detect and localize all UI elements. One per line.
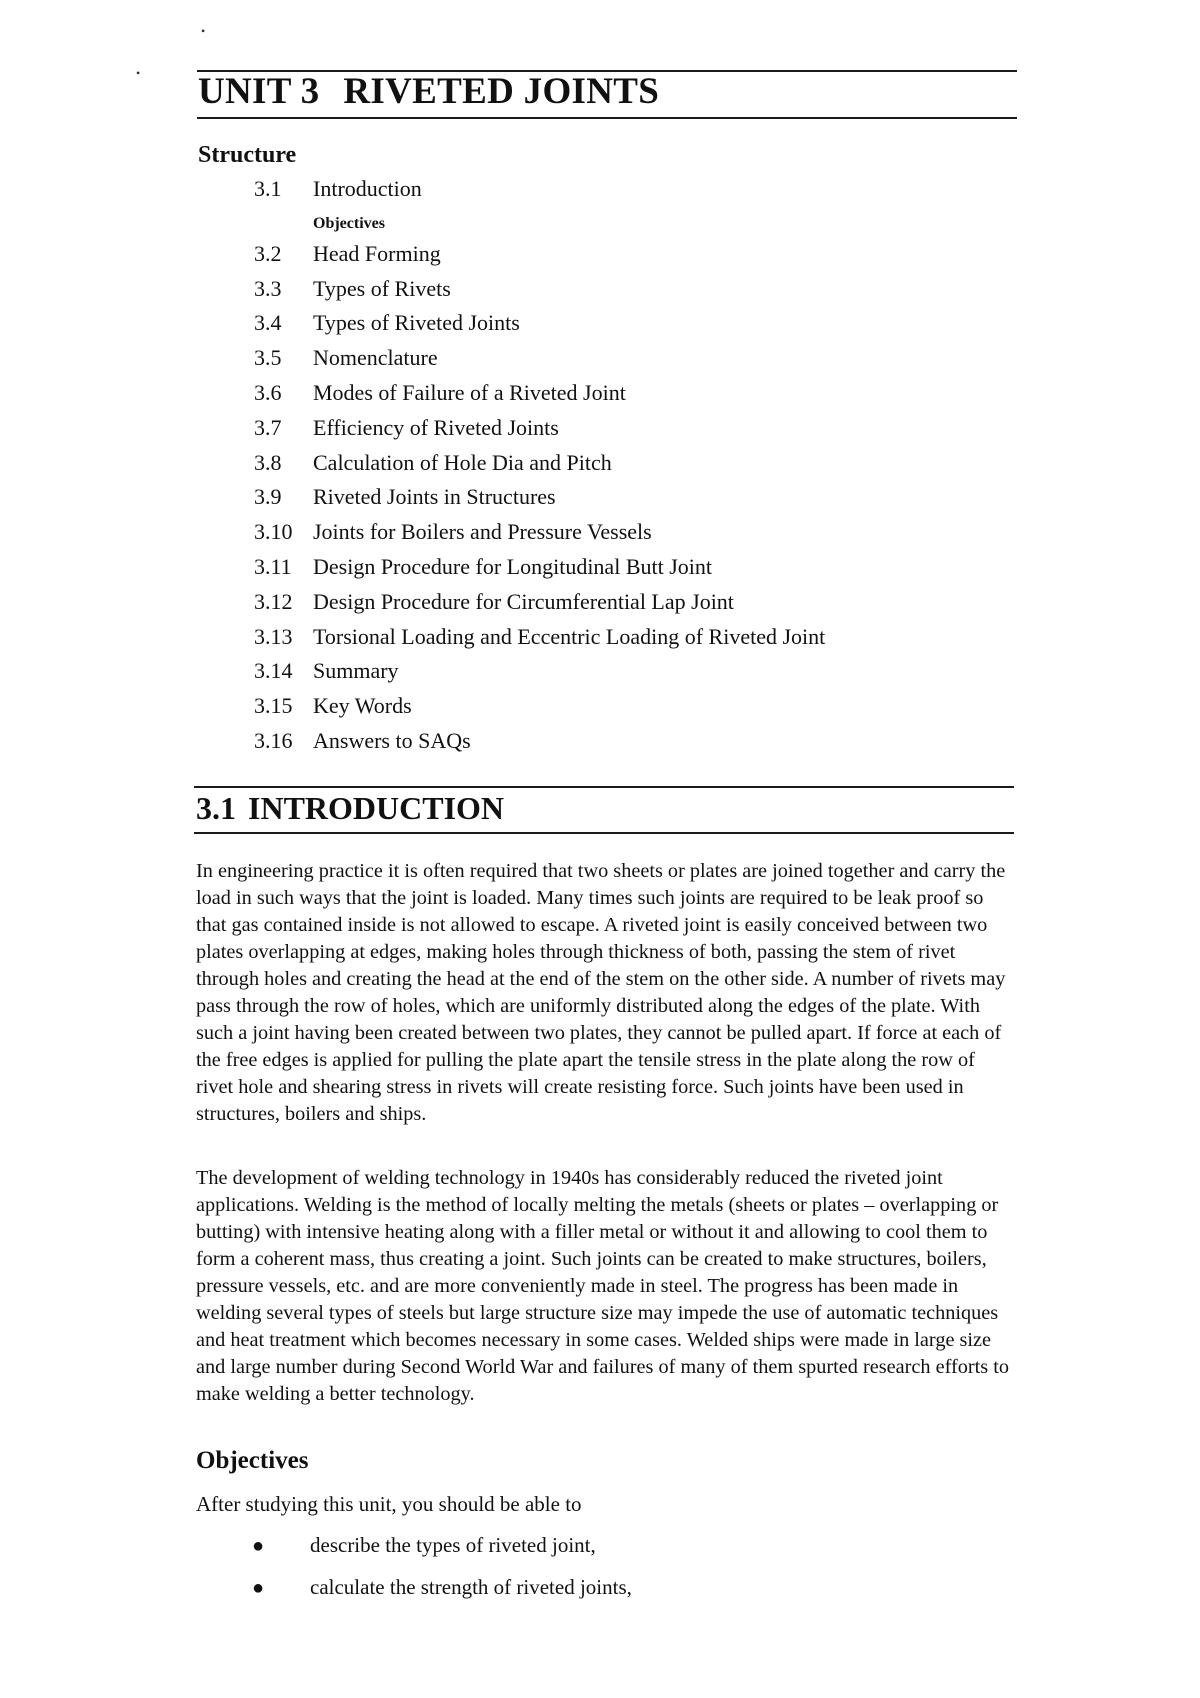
intro-paragraph: The development of welding technology in 1940s has considerably reduced the riveted joint applications. Welding is the method of locally melting the metals (sheets or plates – overlapping or butting) with intensive heating along with a filler metal or without it and allowing to cool them to form a coherent mass, thus creating a joint. Such joints can be created to make structures, boilers, pressure vessels, etc. and are more conveniently made in steel. The progress has been made in welding several types of steels but large structure size may impede the use of automatic techniques and heat treatment which becomes necessary in some cases. Welded ships were made in large size and large number during Second World War and failures of many of them spurted research efforts to make welding a better technology.	[196, 1167, 1010, 1405]
section-heading-top-rule	[194, 786, 1014, 788]
section-heading-bottom-rule	[194, 832, 1014, 834]
structure-item-label: Head Forming	[313, 240, 441, 266]
structure-item-label: Efficiency of Riveted Joints	[313, 414, 559, 440]
objectives-intro: After studying this unit, you should be able to	[196, 1492, 582, 1516]
objective-text: calculate the strength of riveted joints,	[310, 1575, 632, 1599]
structure-item-number: 3.15	[254, 693, 293, 719]
structure-item-number: 3.6	[254, 379, 282, 405]
structure-item-label: Introduction	[313, 176, 422, 201]
structure-item-number: 3.4	[254, 310, 282, 336]
structure-item-number: 3.10	[254, 519, 293, 545]
unit-number: UNIT 3	[198, 71, 320, 112]
section-heading	[196, 790, 504, 827]
structure-item-label: Riveted Joints in Structures	[313, 484, 556, 510]
structure-item-number: 3.12	[254, 588, 293, 614]
structure-item-number: 3.3	[254, 275, 282, 301]
structure-item-label: Nomenclature	[313, 345, 438, 371]
section-number: 3.1	[196, 790, 236, 826]
structure-item-number: 3.14	[254, 658, 293, 684]
structure-item-number: 3.2	[254, 240, 282, 266]
structure-item-number: 3.8	[254, 449, 282, 475]
intro-paragraph: In engineering practice it is often required that two sheets or plates are joined together and carry the load in such ways that the joint is loaded. Many times such joints are required to be leak proof so that gas contained inside is not allowed to escape. A riveted joint is easily conceived between two plates overlapping at edges, making holes through thickness of both, passing the stem of rivet through holes and creating the head at the end of the stem on the other side. A number of rivets may pass through the row of holes, which are uniformly distributed along the edges of the plate. With such a joint having been created between two plates, they cannot be pulled apart. If force at each of the free edges is applied for pulling the plate apart the tensile stress in the plate along the row of rivet hole and shearing stress in rivets will create resisting force. Such joints have been used in structures, boilers and ships.	[196, 860, 1006, 1125]
structure-subitem-label: Objectives	[313, 214, 385, 232]
structure-item-label: Design Procedure for Longitudinal Butt Joint	[313, 553, 712, 579]
structure-item-label: Calculation of Hole Dia and Pitch	[313, 449, 612, 475]
structure-item-number: 3.16	[254, 727, 293, 753]
structure-item-number: 3.5	[254, 345, 282, 371]
structure-item-number: 3.7	[254, 414, 282, 440]
bullet-icon: ●	[252, 1577, 265, 1599]
structure-item-label: Design Procedure for Circumferential Lap Joint	[313, 588, 734, 614]
structure-item-label: Modes of Failure of a Riveted Joint	[313, 379, 626, 405]
objectives-heading: Objectives	[196, 1447, 309, 1474]
section-title: INTRODUCTION	[248, 790, 505, 826]
scan-speck: •	[136, 66, 141, 80]
structure-item-number: 3.13	[254, 623, 293, 649]
structure-item-number: 3.11	[254, 553, 292, 579]
objective-text: describe the types of riveted joint,	[310, 1533, 596, 1557]
scan-speck: •	[201, 24, 206, 38]
unit-name: RIVETED JOINTS	[343, 71, 660, 112]
structure-item-label: Summary	[313, 658, 399, 684]
structure-heading: Structure	[198, 142, 297, 168]
structure-item-label: Answers to SAQs	[313, 727, 471, 753]
unit-title	[198, 70, 659, 113]
structure-item-label: Torsional Loading and Eccentric Loading of Riveted Joint	[313, 623, 826, 649]
structure-item-number: 3.1	[254, 176, 282, 201]
structure-item-label: Key Words	[313, 693, 412, 719]
structure-item-number: 3.9	[254, 484, 282, 510]
unit-title-bottom-rule	[197, 117, 1017, 119]
structure-item-label: Joints for Boilers and Pressure Vessels	[313, 519, 652, 545]
structure-item-label: Types of Rivets	[313, 275, 451, 301]
bullet-icon: ●	[252, 1535, 265, 1557]
structure-item-label: Types of Riveted Joints	[313, 310, 520, 336]
